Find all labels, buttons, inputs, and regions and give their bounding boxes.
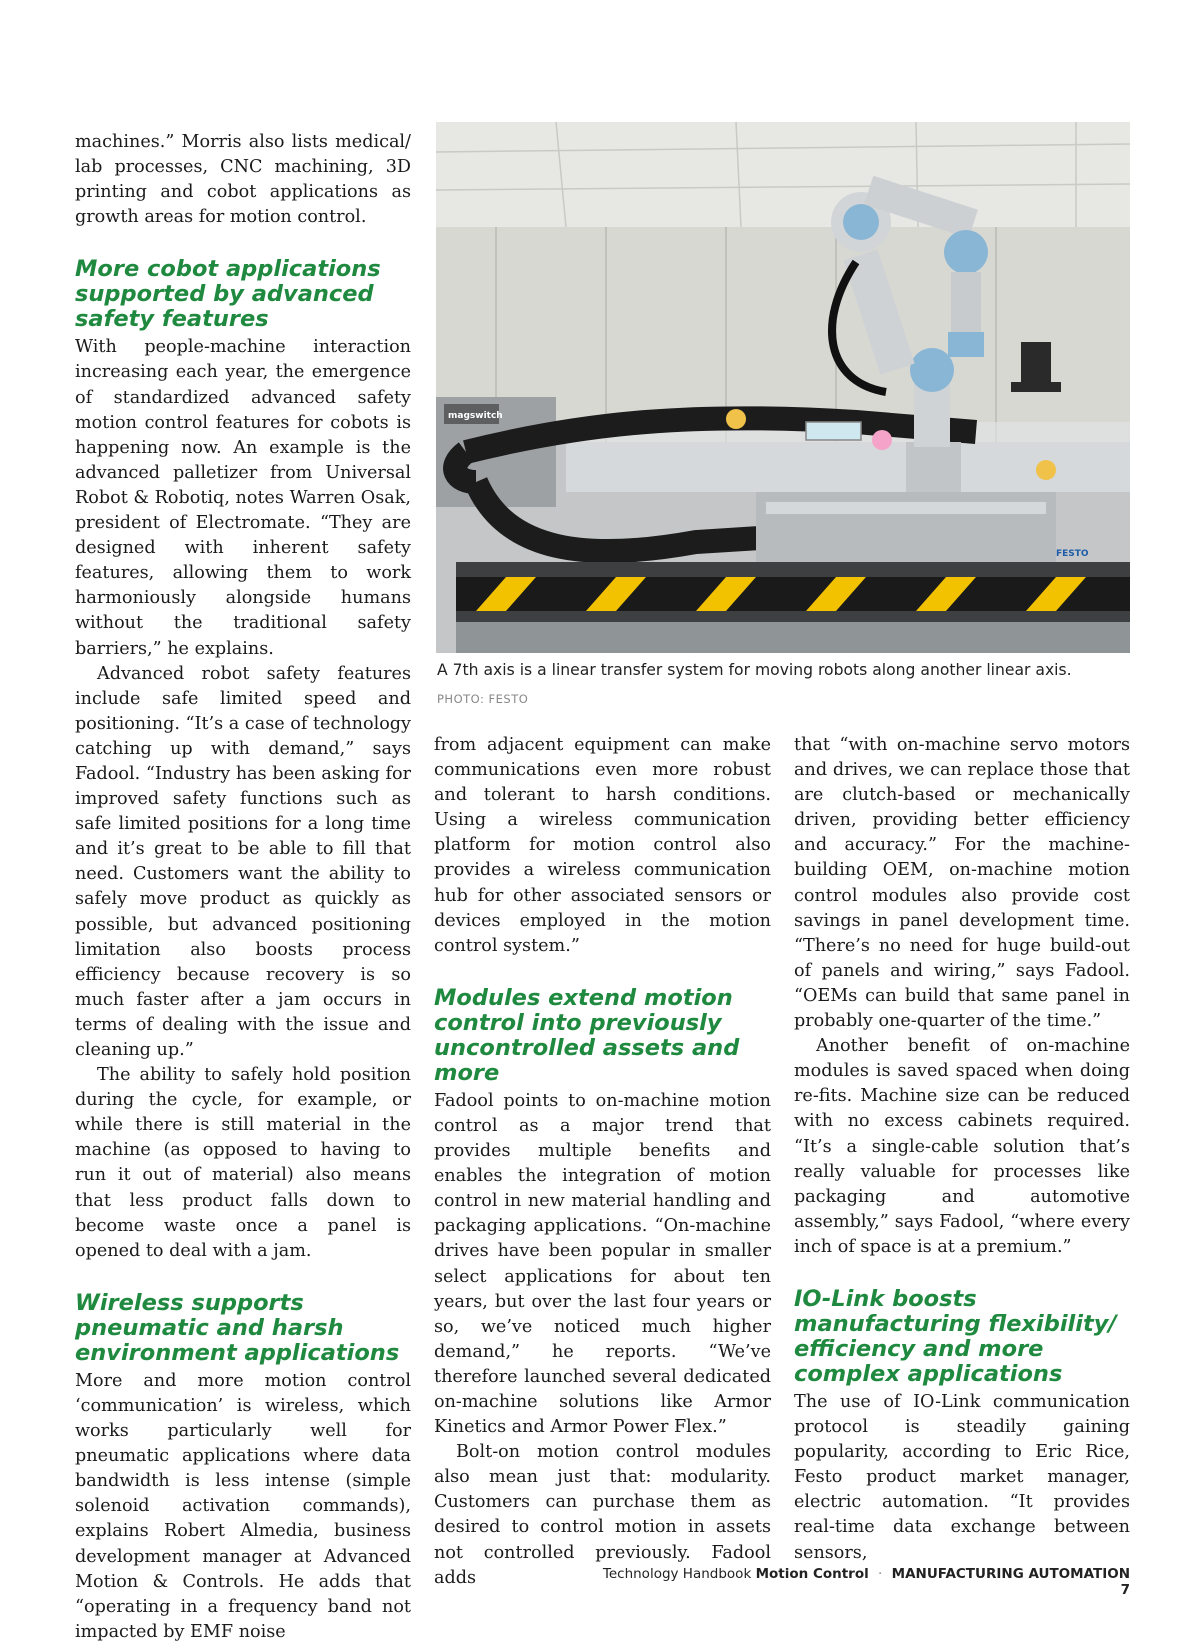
text-column-1 — [75, 130, 411, 1645]
body-paragraph: from adjacent equipment can make communications even more robust and tolerant to harsh conditions. Using a wireless communication platform for motion control also provides a wireless communication hub for other associated sensors or devices employed in the motion control system.” — [434, 735, 771, 956]
body-paragraph: More and more motion control ‘communication’ is wireless, which works particularly well for pneumatic applications where data bandwidth is less intense (simple solenoid activation commands), explains Robert Almedia, business development manager at Advanced Motion & Controls. He adds that “operating in a frequency band not impacted by EMF noise — [75, 1370, 411, 1642]
footer-magazine: MANUFACTURING AUTOMATION — [891, 1566, 1130, 1582]
text-column-3 — [794, 733, 1130, 1566]
body-paragraph: Advanced robot safety features include safe limited speed and positioning. “It’s a case of technology catching up with demand,” says Fadool. “Industry has been asking for improved safety functions such as safe limited positions for a long time and it’s great to be able to fill that need. Customers want the ability to safely move product as quickly as possible, but advanced positioning limitation also boosts process efficiency because recovery is so much faster after a jam occurs in terms of dealing with the issue and cleaning up.” — [75, 663, 411, 1060]
page-number: 7 — [1120, 1582, 1130, 1598]
section-heading-wireless: Wireless supports pneumatic and harsh environment applications — [75, 1289, 400, 1366]
body-paragraph: Another benefit of on-machine modules is saved spaced when doing re-fits. Machine size can be reduced with no excess cabinets required. “It’s a single-cable solution that’s really valuable for processes like packaging and automotive assembly,” says Fadool, “where every inch of space is at a premium.” — [794, 1036, 1130, 1257]
section-heading-cobot-safety: More cobot applications supported by advanced safety features — [75, 256, 381, 333]
rail-label-text: FESTO — [1056, 549, 1089, 559]
page-footer — [600, 1566, 1130, 1598]
footer-handbook: Technology Handbook — [602, 1566, 752, 1582]
figure-caption: A 7th axis is a linear transfer system for moving robots along another linear axis. — [437, 661, 1072, 679]
footer-separator: · — [878, 1566, 883, 1582]
body-paragraph: The ability to safely hold position during the cycle, for example, or while there is still material in the machine (as opposed to having to run it out of material) also means that less product falls down to become waste once a panel is opened to deal with a jam. — [75, 1065, 411, 1261]
body-paragraph: The use of IO-Link communication protocol is steadily gaining popularity, according to Eric Rice, Festo product market manager, electric automation. “It provides real-time data exchange between sensors, — [794, 1391, 1130, 1563]
body-paragraph: Bolt-on motion control modules also mean just that: modularity. Customers can purchase them as desired to control motion in assets not controlled previously. Fadool adds — [434, 1442, 771, 1588]
footer-section: Motion Control — [755, 1566, 869, 1582]
photo-credit: PHOTO: FESTO — [437, 692, 529, 706]
text-column-2 — [434, 733, 771, 1591]
body-paragraph: machines.” Morris also lists medical/ lab processes, CNC machining, 3D printing and cobot applications as growth areas for motion control. — [75, 132, 411, 228]
body-paragraph: that “with on-machine servo motors and drives, we can replace those that are clutch-based or mechanically driven, providing better efficiency and accuracy.” For the machine-building OEM, on-machine motion control modules also provide cost savings in panel development time. “There’s no need for huge build-out of panels and wiring,” says Fadool. “OEMs can build that same panel in probably one-quarter of the time.” — [794, 735, 1130, 1032]
body-paragraph: Fadool points to on-machine motion control as a major trend that provides multiple benefits and enables the integration of motion control in new material handling and packaging applications. “On-machine drives have been popular in smaller select applications for about ten years, but over the last four years or so, we’ve noticed much higher demand,” he reports. “We’ve therefore launched several dedicated on-machine solutions like Armor Kinetics and Armor Power Flex.” — [434, 1090, 771, 1438]
section-heading-modules: Modules extend motion control into previously uncontrolled assets and more — [434, 984, 740, 1086]
robot-linear-axis-photo — [436, 122, 1130, 653]
photo-illustration — [436, 122, 1130, 653]
body-paragraph: With people-machine interaction increasing each year, the emergence of standardized advanced safety motion control features for cobots is happening now. An example is the advanced palletizer from Universal Robot & Robotiq, notes Warren Osak, president of Electromate. “They are designed with inherent safety features, allowing them to work harmoniously alongside humans without the traditional safety barriers,” he explains. — [75, 337, 411, 659]
machine-logo-text: magswitch — [448, 411, 503, 421]
section-heading-io-link: IO-Link boosts manufacturing flexibility/ efficiency and more complex applications — [794, 1285, 1117, 1387]
